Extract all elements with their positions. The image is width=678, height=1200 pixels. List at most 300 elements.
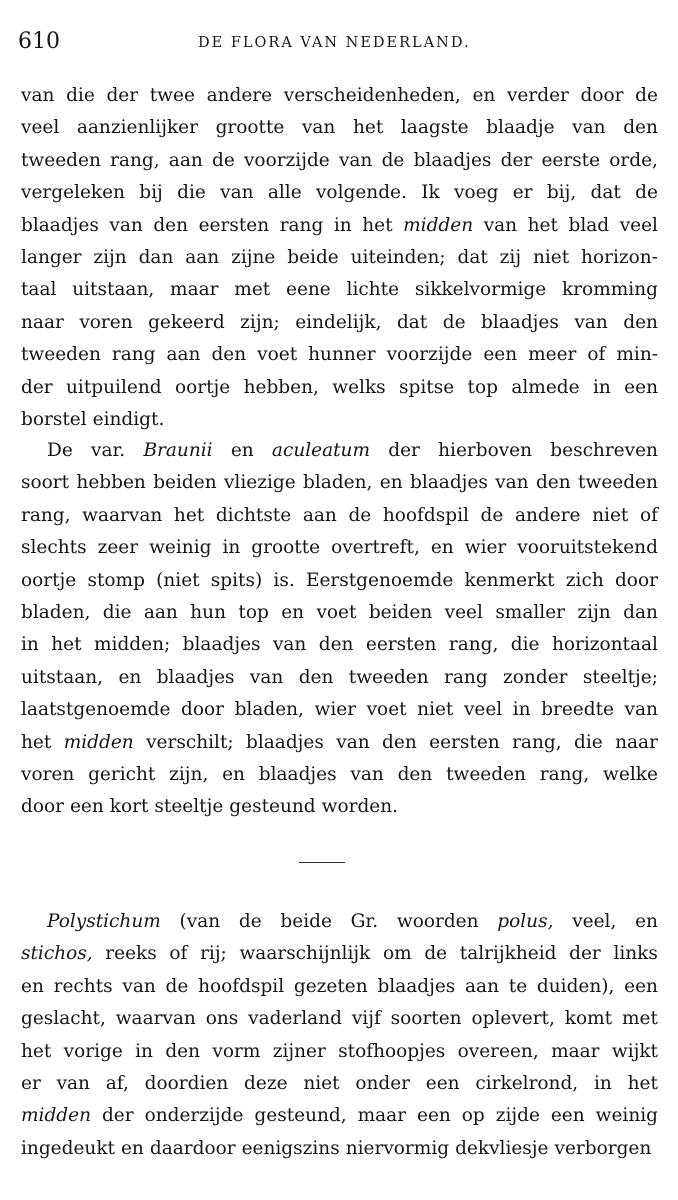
word: borstel <box>21 408 87 430</box>
word: zij <box>499 246 522 268</box>
text-line <box>21 339 658 371</box>
word: dan <box>138 246 174 268</box>
word: den <box>165 1040 201 1062</box>
text-line <box>21 435 658 467</box>
word: laatstgenoemde <box>21 699 171 721</box>
word: min- <box>616 344 658 366</box>
text-line <box>21 80 658 112</box>
word: maar <box>170 279 219 301</box>
word: zijne <box>231 246 276 268</box>
word: blaadjes <box>377 975 456 997</box>
word: steeltje; <box>582 666 658 688</box>
text-line <box>21 532 658 564</box>
word: bij <box>139 182 163 204</box>
word: de <box>211 149 235 171</box>
word: blaadjes <box>182 634 261 656</box>
word: van <box>483 214 518 236</box>
text-line <box>21 372 658 404</box>
word: rang, <box>539 763 590 785</box>
word: blaadjes <box>21 214 99 236</box>
word: tweeden <box>446 763 526 785</box>
word: en <box>379 472 403 494</box>
word: top <box>467 376 498 398</box>
word: midden; <box>94 634 171 656</box>
word: rang <box>279 214 324 236</box>
word: maar <box>357 1105 407 1127</box>
word: van <box>336 731 370 753</box>
word: tweeden <box>348 666 429 688</box>
word: die <box>573 731 603 753</box>
word: top <box>238 601 269 623</box>
word: of <box>169 943 188 965</box>
word: door <box>614 569 658 591</box>
word: tweeden <box>21 149 101 171</box>
word: en <box>230 440 254 461</box>
word: en <box>120 1137 144 1159</box>
word: vorm <box>212 1040 261 1062</box>
text-line <box>21 1068 658 1100</box>
word: den <box>318 634 354 656</box>
word: eenigszins <box>241 1137 340 1159</box>
word: Braunii <box>143 440 213 461</box>
word: den <box>535 472 571 494</box>
word: niet <box>532 246 570 268</box>
word: de <box>381 149 405 171</box>
word: rang, <box>512 731 562 753</box>
text-line <box>21 906 658 938</box>
word: in <box>593 1072 612 1094</box>
word: de <box>165 975 189 997</box>
word: doordien <box>144 1072 229 1094</box>
word: den <box>382 731 417 753</box>
running-title: DE FLORA VAN NEDERLAND. <box>198 35 471 51</box>
word: rang <box>111 344 156 366</box>
word: der <box>101 1105 134 1127</box>
word: bij, <box>546 182 577 204</box>
section-divider <box>299 862 345 863</box>
text-line <box>21 1100 658 1132</box>
text-line <box>21 112 658 144</box>
word: spits) <box>210 569 263 591</box>
text-line <box>21 1003 658 1035</box>
word: taal <box>21 279 57 301</box>
word: niet <box>303 1072 340 1094</box>
word: aanzienlijker <box>76 117 198 139</box>
word: van <box>350 763 384 785</box>
word: gesteund <box>229 796 316 818</box>
word: grootte <box>251 537 321 559</box>
word: langer <box>21 246 82 268</box>
word: met <box>234 279 271 301</box>
word: aan <box>168 149 203 171</box>
word: te <box>508 975 528 997</box>
word: talrijkheid <box>459 943 557 965</box>
word: op <box>461 1105 485 1127</box>
word: van <box>56 1072 90 1094</box>
word: andere <box>206 85 273 106</box>
word: het <box>352 117 384 139</box>
word: hebben, <box>243 376 319 398</box>
word: slechts <box>21 537 87 559</box>
word: door <box>580 85 624 106</box>
word: andere <box>514 504 581 526</box>
word: gezeten <box>293 975 368 997</box>
word: blaadjes <box>246 731 324 753</box>
word: Eerstgenoemde <box>305 569 454 591</box>
word: rang <box>444 666 488 688</box>
word: oortje <box>174 376 231 398</box>
word: meer <box>528 344 577 366</box>
word: almede <box>511 376 580 398</box>
word: voren <box>21 763 75 785</box>
word: der <box>500 149 533 171</box>
word: of <box>639 504 658 526</box>
word: welke <box>603 763 658 785</box>
word: beschreven <box>550 440 658 461</box>
word: overtreft, <box>331 537 420 559</box>
word: in <box>135 1040 153 1062</box>
word: door <box>21 796 64 818</box>
word: die <box>102 601 132 623</box>
word: uitstaan, <box>21 666 104 688</box>
word: verschilt; <box>146 731 234 753</box>
word: bladen, <box>21 601 91 623</box>
word: een <box>624 376 658 398</box>
word: en <box>21 975 44 997</box>
word: soort <box>21 472 70 494</box>
word: oplevert, <box>471 1008 555 1030</box>
word: polus, <box>497 911 554 932</box>
word: blaadjes <box>413 149 492 171</box>
word: kenmerkt <box>464 569 555 591</box>
word: de <box>348 504 372 526</box>
word: af, <box>105 1072 129 1094</box>
word: is. <box>273 569 295 591</box>
word: den <box>397 763 433 785</box>
word: naar <box>21 311 64 333</box>
word: het <box>627 1072 658 1094</box>
word: hun <box>190 601 226 623</box>
word: rij; <box>200 943 227 965</box>
word: de <box>442 311 466 333</box>
word: van <box>495 472 529 494</box>
word: naar <box>615 731 658 753</box>
word: den <box>623 311 658 333</box>
text-line <box>21 274 658 306</box>
word: in <box>333 214 352 236</box>
word: den <box>153 214 189 236</box>
word: eene <box>286 279 331 301</box>
word: een <box>550 1105 585 1127</box>
word: zijn; <box>240 311 280 333</box>
word: voorzijde <box>243 149 330 171</box>
word: tweeden <box>578 472 658 494</box>
word: beiden <box>368 601 433 623</box>
word: dichtste <box>215 504 292 526</box>
text-line <box>21 727 658 759</box>
word: zonder <box>503 666 568 688</box>
text-line <box>21 467 658 499</box>
word: der <box>21 376 53 398</box>
word: var. <box>91 440 126 461</box>
word: midden <box>63 731 134 753</box>
word: horizontaal <box>551 634 658 656</box>
word: aan <box>166 344 201 366</box>
word: deze <box>244 1072 288 1094</box>
word: zich <box>565 569 604 591</box>
word: van <box>21 85 55 106</box>
word: voet <box>316 601 357 623</box>
word: de <box>635 182 658 204</box>
word: duiden), <box>536 975 615 997</box>
word: kromming <box>562 279 658 301</box>
word: dat <box>590 182 621 204</box>
word: blaadjes <box>481 311 559 333</box>
word: met <box>621 1008 658 1030</box>
word: waarvan <box>115 1008 196 1030</box>
word: veel <box>619 214 658 236</box>
word: maar <box>551 1040 600 1062</box>
word: aculeatum <box>271 440 371 461</box>
word: zijn, <box>169 763 209 785</box>
word: overeen, <box>457 1040 539 1062</box>
text-line <box>21 177 658 209</box>
word: en <box>635 911 658 932</box>
word: ingedeukt <box>21 1137 115 1159</box>
word: den <box>211 344 247 366</box>
word: aan <box>185 246 220 268</box>
word: uiteinden; <box>350 246 446 268</box>
word: dan <box>623 601 658 623</box>
word: en <box>222 763 245 785</box>
word: wier <box>314 699 357 721</box>
word: aan <box>465 975 500 997</box>
paragraph-3 <box>21 906 658 1165</box>
word: waarschijnlijk <box>239 943 371 965</box>
word: een <box>624 975 658 997</box>
word: dat <box>396 311 428 333</box>
word: veel, <box>572 911 617 932</box>
word: blaadjes <box>156 666 235 688</box>
word: blaadjes <box>410 472 488 494</box>
word: waarvan <box>82 504 163 526</box>
word: die <box>177 182 206 204</box>
word: van <box>220 182 254 204</box>
word: de <box>238 911 262 932</box>
word: het <box>21 1040 52 1062</box>
word: aan <box>143 601 178 623</box>
word: een <box>425 1072 460 1094</box>
word: een <box>417 1105 451 1127</box>
word: in <box>512 699 531 721</box>
word: veel <box>463 699 503 721</box>
word: van <box>572 117 606 139</box>
word: voet <box>257 344 298 366</box>
word: (niet <box>156 569 200 591</box>
word: zijn <box>93 246 127 268</box>
text-line <box>21 565 658 597</box>
text-line <box>21 597 658 629</box>
text-line <box>21 307 658 339</box>
word: om <box>382 943 412 965</box>
word: grootte <box>215 117 285 139</box>
text-line <box>21 662 658 694</box>
word: den <box>298 666 334 688</box>
word: gesteund, <box>254 1105 347 1127</box>
text-line <box>21 938 658 970</box>
word: oortje <box>21 569 77 591</box>
word: rechts <box>53 975 113 997</box>
word: de <box>424 943 448 965</box>
word: vooruitstekend <box>517 537 658 559</box>
paragraph-2 <box>21 435 658 824</box>
word: vijf <box>351 1008 381 1030</box>
word: ons <box>205 1008 239 1030</box>
word: bladen, <box>303 472 373 494</box>
word: wier <box>464 537 507 559</box>
word: uitpuilend <box>66 376 162 398</box>
text-line <box>21 694 658 726</box>
word: weinig <box>595 1105 658 1127</box>
page-number: 610 <box>18 29 60 54</box>
word: cirkelrond, <box>475 1072 579 1094</box>
word: beide <box>280 911 332 932</box>
word: voet <box>366 699 407 721</box>
word: welks <box>332 376 386 398</box>
word: vergeleken <box>21 182 125 204</box>
word: midden <box>403 214 474 236</box>
word: reeks <box>105 943 157 965</box>
word: gericht <box>88 763 156 785</box>
word: van <box>249 666 284 688</box>
word: worden. <box>321 796 399 818</box>
word: steeltje <box>154 796 224 818</box>
word: voorzijde <box>386 344 473 366</box>
text-line <box>21 971 658 1003</box>
word: in <box>592 376 611 398</box>
word: beide <box>287 246 339 268</box>
word: stichos, <box>21 943 93 965</box>
word: voeg <box>454 182 499 204</box>
word: dekvliesje <box>455 1137 549 1159</box>
word: beiden <box>153 472 217 494</box>
text-line <box>21 242 658 274</box>
word: laagste <box>400 117 469 139</box>
word: onderzijde <box>144 1105 244 1127</box>
word: stomp <box>87 569 145 591</box>
word: vliezige <box>223 472 296 494</box>
word: in <box>21 634 39 656</box>
word: eindigt. <box>92 408 165 430</box>
word: het <box>21 731 52 753</box>
text-line <box>21 500 658 532</box>
word: eersten <box>365 634 437 656</box>
word: er <box>512 182 533 204</box>
word: kort <box>109 796 149 818</box>
word: in <box>222 537 241 559</box>
word: niet <box>417 699 454 721</box>
word: eersten <box>429 731 500 753</box>
word: horizon- <box>581 246 658 268</box>
word: rang, <box>448 634 499 656</box>
word: het <box>51 634 82 656</box>
word: er <box>21 1072 41 1094</box>
word: vorige <box>63 1040 123 1062</box>
word: de <box>635 85 658 106</box>
word: zijde <box>495 1105 540 1127</box>
word: blad <box>568 214 610 236</box>
word: dat <box>457 246 488 268</box>
word: Polystichum <box>47 911 161 932</box>
text-line <box>21 210 658 242</box>
word: verscheidenheden, <box>283 85 461 106</box>
word: twee <box>149 85 195 106</box>
word: sikkelvormige <box>414 279 547 301</box>
word: rang, <box>21 504 71 526</box>
word: eerste <box>541 149 601 171</box>
word: niervormig <box>345 1137 450 1159</box>
word: het <box>362 214 393 236</box>
word: links <box>613 943 658 965</box>
word: die <box>510 634 540 656</box>
word: lichte <box>346 279 400 301</box>
word: hoofdspil <box>198 975 285 997</box>
word: niet <box>592 504 629 526</box>
word: De <box>47 440 73 461</box>
text-line <box>21 791 658 823</box>
word: weinig <box>149 537 212 559</box>
word: het <box>173 504 205 526</box>
word: Gr. <box>350 911 379 932</box>
word: van <box>109 214 143 236</box>
word: en <box>472 85 496 106</box>
word: vaderland <box>248 1008 342 1030</box>
word: en <box>118 666 142 688</box>
word: en <box>281 601 305 623</box>
word: der <box>569 943 601 965</box>
word: voren <box>79 311 133 333</box>
word: gekeerd <box>148 311 225 333</box>
word: blaadje <box>486 117 555 139</box>
word: van <box>301 117 336 139</box>
word: onder <box>355 1072 410 1094</box>
word: alle <box>267 182 302 204</box>
text-line <box>21 1133 658 1165</box>
word: zeer <box>97 537 139 559</box>
word: smaller <box>495 601 566 623</box>
word: een <box>483 344 518 366</box>
word: blaadjes <box>258 763 337 785</box>
word: woorden <box>396 911 479 932</box>
word: aan <box>302 504 337 526</box>
word: bladen, <box>234 699 304 721</box>
word: van <box>122 975 156 997</box>
word: van <box>574 311 608 333</box>
word: tweeden <box>21 344 101 366</box>
word: die <box>66 85 95 106</box>
word: veel <box>21 117 60 139</box>
word: uitstaan, <box>72 279 155 301</box>
word: wijkt <box>611 1040 658 1062</box>
word: van <box>338 149 373 171</box>
word: en <box>430 537 454 559</box>
text-line <box>21 404 658 436</box>
word: of <box>587 344 606 366</box>
word: zijner <box>272 1040 326 1062</box>
word: hebben <box>76 472 146 494</box>
word: door <box>181 699 224 721</box>
word: der <box>106 85 139 106</box>
